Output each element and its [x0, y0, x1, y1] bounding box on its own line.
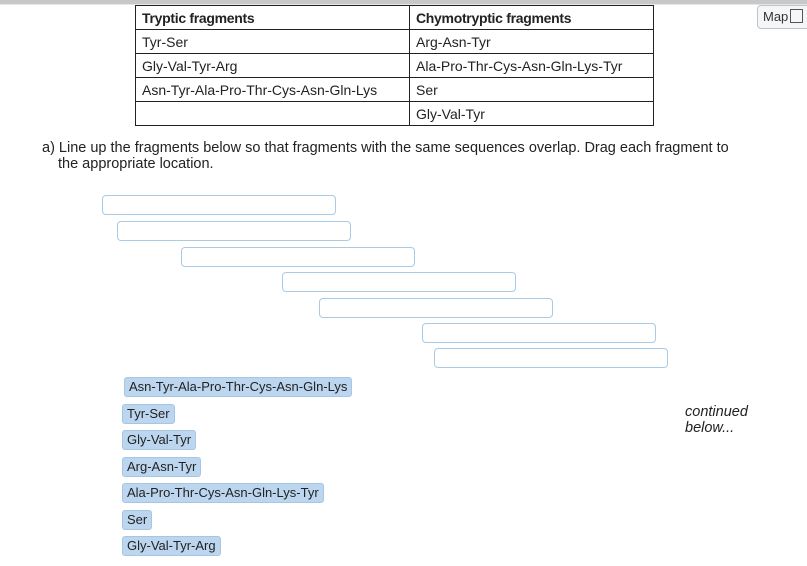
fragment-tile[interactable]: Asn-Tyr-Ala-Pro-Thr-Cys-Asn-Gln-Lys — [124, 377, 352, 397]
drop-slot-4[interactable] — [282, 272, 516, 292]
chymotryptic-cell: Gly-Val-Tyr — [410, 102, 654, 126]
question-line-1: a) Line up the fragments below so that fragments with the same sequences overlap. Drag each fragment to — [42, 140, 729, 156]
header-chymotryptic: Chymotryptic fragments — [410, 6, 654, 30]
chymotryptic-cell: Arg-Asn-Tyr — [410, 30, 654, 54]
drop-slot-1[interactable] — [102, 195, 336, 215]
chymotryptic-cell: Ser — [410, 78, 654, 102]
fragment-tile[interactable]: Ser — [122, 510, 152, 530]
continued-line-2: below... — [685, 420, 735, 436]
table-row — [136, 78, 654, 102]
drop-slot-2[interactable] — [117, 221, 351, 241]
fragment-tile[interactable]: Tyr-Ser — [122, 404, 175, 424]
drop-slot-6[interactable] — [422, 323, 656, 343]
tryptic-cell: Tyr-Ser — [136, 30, 410, 54]
question-line-2: the appropriate location. — [58, 156, 214, 172]
continued-note — [685, 404, 748, 436]
fragment-tile[interactable]: Gly-Val-Tyr — [122, 430, 196, 450]
question-text — [42, 140, 792, 172]
continued-line-1: continued — [685, 404, 748, 420]
fragment-tile[interactable]: Gly-Val-Tyr-Arg — [122, 536, 221, 556]
tryptic-cell: Gly-Val-Tyr-Arg — [136, 54, 410, 78]
drop-slot-5[interactable] — [319, 298, 553, 318]
fragment-tile[interactable]: Ala-Pro-Thr-Cys-Asn-Gln-Lys-Tyr — [122, 483, 324, 503]
tryptic-cell — [136, 102, 410, 126]
map-button[interactable] — [757, 5, 807, 29]
fragments-table — [135, 5, 654, 126]
table-row — [136, 30, 654, 54]
tryptic-cell: Asn-Tyr-Ala-Pro-Thr-Cys-Asn-Gln-Lys — [136, 78, 410, 102]
drop-slot-3[interactable] — [181, 247, 415, 267]
drop-slot-7[interactable] — [434, 348, 668, 368]
map-icon — [790, 9, 803, 23]
chymotryptic-cell: Ala-Pro-Thr-Cys-Asn-Gln-Lys-Tyr — [410, 54, 654, 78]
header-tryptic: Tryptic fragments — [136, 6, 410, 30]
table-header-row — [136, 6, 654, 30]
table-row — [136, 102, 654, 126]
fragment-tile[interactable]: Arg-Asn-Tyr — [122, 457, 201, 477]
table-row — [136, 54, 654, 78]
map-button-label: Map — [763, 9, 789, 24]
